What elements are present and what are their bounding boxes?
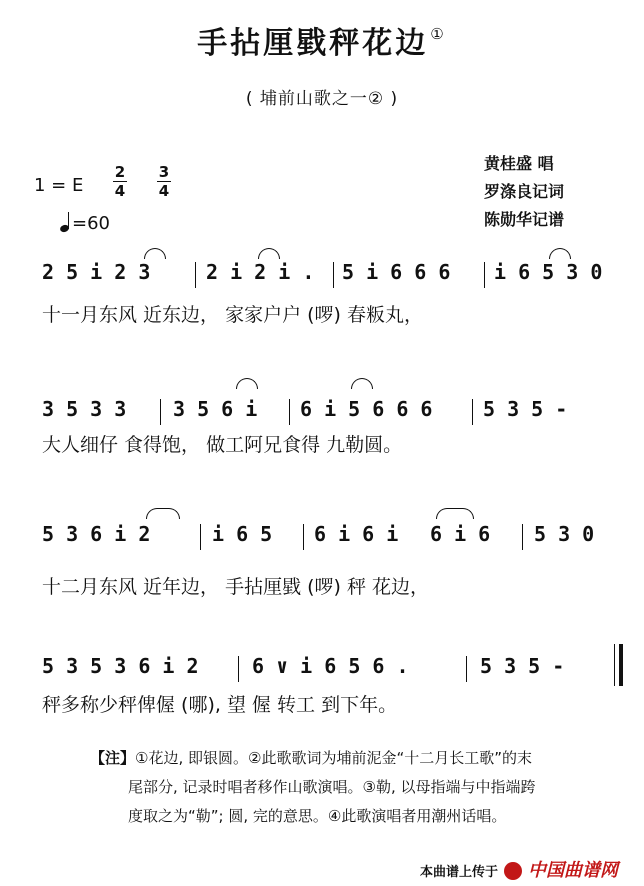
slur-arc	[144, 248, 166, 259]
tempo-value: =60	[72, 213, 110, 234]
slur-arc	[236, 378, 258, 389]
footer	[420, 856, 618, 882]
line2-bar3-notes: 6 i 5 6 6 6	[300, 397, 433, 421]
title-footnote-mark: ①	[430, 25, 447, 43]
slur-arc	[436, 508, 474, 519]
barline	[472, 399, 473, 425]
credit-singer: 黄桂盛 唱	[484, 154, 554, 173]
barline	[466, 656, 467, 682]
barline	[195, 262, 196, 288]
footnote-line-1: ①花边, 即银圆。②此歌歌词为埔前泥金“十二月长工歌”的末	[135, 749, 532, 767]
slur-arc	[146, 508, 180, 519]
credits	[484, 150, 564, 234]
line1-bar1-notes: 2 5 i 2 3	[42, 260, 151, 284]
footnote-line-3: 度取之为“勒”; 圆, 完的意思。④此歌演唱者用潮州话唱。	[128, 807, 507, 825]
footnote-block	[90, 744, 610, 831]
footer-site-name[interactable]: 中国曲谱网	[528, 860, 619, 881]
site-logo-icon	[504, 862, 522, 880]
slur-arc	[549, 248, 571, 259]
line3-bar1-notes: 5 3 6 i 2	[42, 522, 151, 546]
time-sig-1-bottom: 4	[114, 182, 126, 200]
line4-lyrics: 秤多称少秤俾偓 (哪), 望 偓 转工 到下年。	[42, 694, 398, 716]
fermata-arc	[351, 378, 373, 389]
key-signature: 1 = E	[34, 175, 84, 196]
barline	[200, 524, 201, 550]
line3-lyrics: 十二月东风 近年边， 手拈厘戥 (啰) 秤 花边，	[42, 576, 430, 598]
line4-bar3-notes: 5 3 5 -	[480, 654, 565, 678]
line2-bar4-notes: 5 3 5 -	[483, 397, 568, 421]
line3-bar2-notes: i 6 5	[212, 522, 273, 546]
footnote-line-2: 尾部分, 记录时唱者移作山歌演唱。③勒, 以母指端与中指端跨	[128, 778, 536, 796]
title-text: 手拈厘戥秤花边	[197, 26, 429, 61]
barline	[333, 262, 334, 288]
line1-bar4-notes: i 6 5 3 0	[494, 260, 603, 284]
barline	[238, 656, 239, 682]
footnote-label: 【注】	[90, 749, 136, 767]
tempo-marking	[60, 212, 110, 234]
credit-lyrics: 罗涤良记词	[484, 182, 565, 201]
line1-bar2-notes: 2 i 2 i .	[206, 260, 315, 284]
time-sig-1-top: 2	[114, 163, 126, 181]
line2-lyrics: 大人细仔 食得饱， 做工阿兄食得 九勒圆。	[42, 434, 403, 456]
page-title	[0, 18, 644, 62]
barline	[160, 399, 161, 425]
line1-bar3-notes: 5 i 6 6 6	[342, 260, 451, 284]
line2-bar1-notes: 3 5 3 3	[42, 397, 127, 421]
line4-bar1-notes: 5 3 5 3 6 i 2	[42, 654, 199, 678]
time-signature-1	[113, 164, 127, 199]
time-signature-2	[157, 164, 171, 199]
line3-bar3b-notes: 6 i 6	[430, 522, 491, 546]
final-barline	[614, 644, 623, 686]
slur-arc	[258, 248, 280, 259]
quarter-note-icon	[60, 212, 72, 232]
page-subtitle: ( 埔前山歌之一② )	[245, 89, 399, 109]
line1-lyrics: 十一月东风 近东边， 家家户户 (啰) 春粄丸，	[42, 304, 423, 326]
line3-bar3-notes: 6 i 6 i	[314, 522, 399, 546]
line2-bar2-notes: 3 5 6 i	[173, 397, 258, 421]
line3-bar4-notes: 5 3 0	[534, 522, 595, 546]
line4-bar2-notes: 6 ∨ i 6 5 6 .	[252, 654, 409, 678]
time-sig-2-top: 3	[158, 163, 170, 181]
barline	[303, 524, 304, 550]
barline	[484, 262, 485, 288]
barline	[522, 524, 523, 550]
time-sig-2-bottom: 4	[158, 182, 170, 200]
footer-upload-text: 本曲谱上传于	[420, 865, 499, 880]
credit-score: 陈勋华记谱	[484, 210, 565, 229]
barline	[289, 399, 290, 425]
